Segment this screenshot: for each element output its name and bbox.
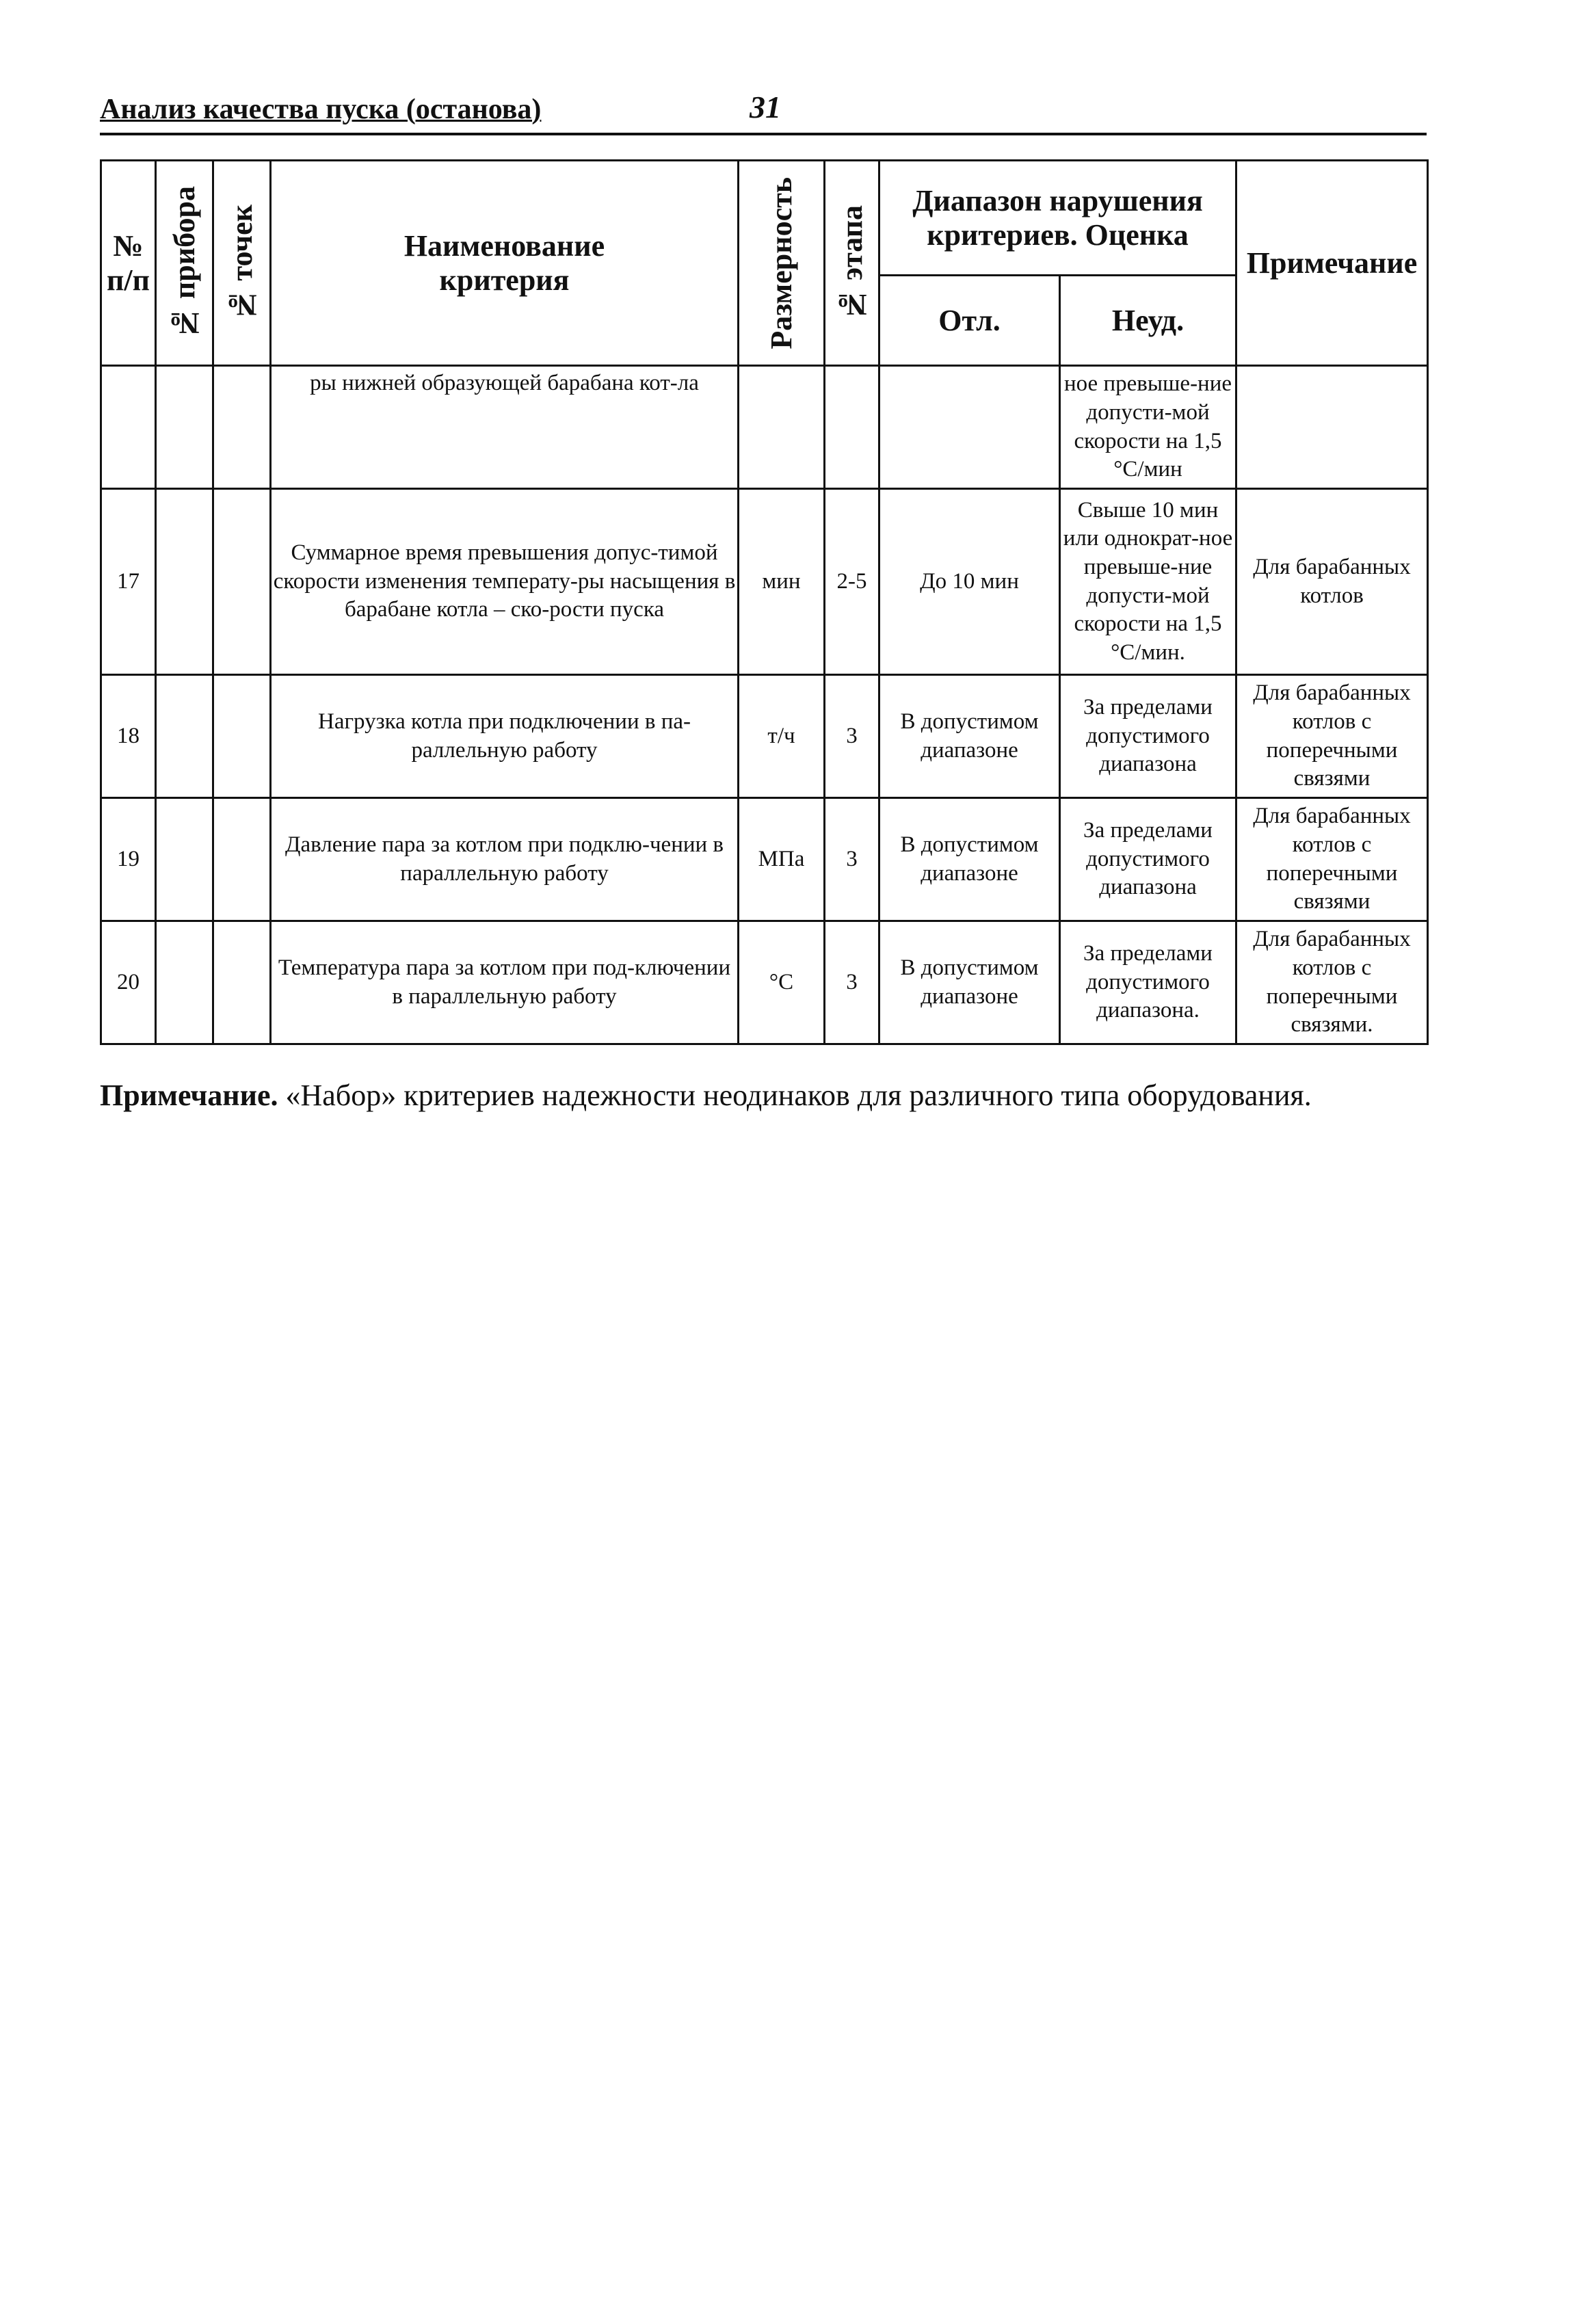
cell-good: В допустимом диапазоне <box>879 921 1060 1044</box>
cell-points <box>213 798 271 921</box>
cell-name: Температура пара за котлом при под-ключении в параллельную работу <box>271 921 739 1044</box>
cell-points <box>213 489 271 675</box>
cell-note: Для барабанных котлов с поперечными связями. <box>1236 921 1428 1044</box>
table-row <box>101 798 1428 921</box>
cell-note: Для барабанных котлов с поперечными связями <box>1236 798 1428 921</box>
cell-name: Давление пара за котлом при подклю-чении в параллельную работу <box>271 798 739 921</box>
cell-bad: За пределами допустимого диапазона. <box>1060 921 1236 1044</box>
col-range-group-header: Диапазон нарушения критериев. Оценка <box>879 161 1236 276</box>
cell-stage: 2-5 <box>825 489 879 675</box>
cell-good: В допустимом диапазоне <box>879 675 1060 798</box>
cell-device <box>156 921 213 1044</box>
header-rule <box>100 133 1427 135</box>
cell-device <box>156 366 213 489</box>
col-points-header: № точек <box>213 161 271 366</box>
col-name-header: Наименование критерия <box>271 161 739 366</box>
footnote-text: «Набор» критериев надежности неодинаков для различного типа оборудования. <box>278 1079 1312 1112</box>
cell-device <box>156 489 213 675</box>
cell-points <box>213 675 271 798</box>
col-unit-header: Размерность <box>739 161 825 366</box>
cell-name: Суммарное время превышения допус-тимой скорости изменения температу-ры насыщения в барабане котла – ско-рости пуска <box>271 489 739 675</box>
cell-num: 17 <box>101 489 156 675</box>
cell-unit: мин <box>739 489 825 675</box>
table-row <box>101 366 1428 489</box>
cell-bad: За пределами допустимого диапазона <box>1060 798 1236 921</box>
cell-note <box>1236 366 1428 489</box>
cell-note: Для барабанных котлов <box>1236 489 1428 675</box>
cell-name: Нагрузка котла при подключении в па-раллельную работу <box>271 675 739 798</box>
cell-points <box>213 366 271 489</box>
section-title: Анализ качества пуска (останова) <box>100 94 542 125</box>
cell-num: 20 <box>101 921 156 1044</box>
cell-unit: т/ч <box>739 675 825 798</box>
col-bad-header: Неуд. <box>1060 276 1236 366</box>
cell-unit: МПа <box>739 798 825 921</box>
cell-stage <box>825 366 879 489</box>
cell-device <box>156 798 213 921</box>
cell-bad: Свыше 10 мин или однократ-ное превыше-ние допусти-мой скорости на 1,5 °С/мин. <box>1060 489 1236 675</box>
footnote <box>100 1078 1312 1113</box>
col-stage-header: № этапа <box>825 161 879 366</box>
cell-num: 19 <box>101 798 156 921</box>
page-header <box>100 90 1427 134</box>
cell-stage: 3 <box>825 675 879 798</box>
col-num-header: № п/п <box>101 161 156 366</box>
cell-stage: 3 <box>825 921 879 1044</box>
cell-good: В допустимом диапазоне <box>879 798 1060 921</box>
cell-unit: °С <box>739 921 825 1044</box>
cell-note: Для барабанных котлов с поперечными связями <box>1236 675 1428 798</box>
col-note-header: Примечание <box>1236 161 1428 366</box>
header-row-top <box>101 161 1428 276</box>
footnote-label: Примечание. <box>100 1079 278 1112</box>
cell-device <box>156 675 213 798</box>
cell-name: ры нижней образующей барабана кот-ла <box>271 366 739 489</box>
col-good-header: Отл. <box>879 276 1060 366</box>
table-row <box>101 921 1428 1044</box>
cell-bad: За пределами допустимого диапазона <box>1060 675 1236 798</box>
cell-num: 18 <box>101 675 156 798</box>
cell-num <box>101 366 156 489</box>
cell-good <box>879 366 1060 489</box>
table-row <box>101 675 1428 798</box>
cell-stage: 3 <box>825 798 879 921</box>
cell-unit <box>739 366 825 489</box>
table-row <box>101 489 1428 675</box>
criteria-table <box>100 159 1429 1045</box>
page-number: 31 <box>750 90 781 124</box>
col-device-header: № прибора <box>156 161 213 366</box>
cell-bad: ное превыше-ние допусти-мой скорости на 1,5 °С/мин <box>1060 366 1236 489</box>
cell-points <box>213 921 271 1044</box>
cell-good: До 10 мин <box>879 489 1060 675</box>
